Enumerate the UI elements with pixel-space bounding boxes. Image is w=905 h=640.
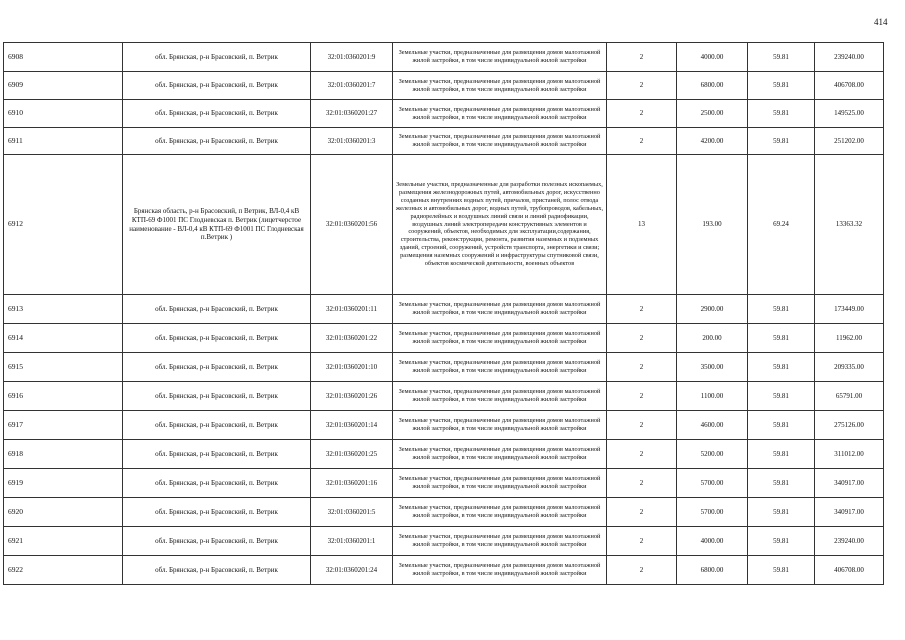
area-cell: 4000.00	[677, 527, 748, 556]
address-cell: обл. Брянская, р-н Брасовский, п. Ветрик	[123, 411, 311, 440]
address-cell: обл. Брянская, р-н Брасовский, п. Ветрик	[123, 382, 311, 411]
group-number-cell: 2	[607, 324, 677, 353]
cadastral-number-cell: 32:01:0360201:27	[311, 100, 393, 128]
row-number-cell: 6919	[4, 469, 123, 498]
table-row	[4, 324, 884, 353]
cadastral-number-cell: 32:01:0360201:9	[311, 43, 393, 72]
table-row	[4, 411, 884, 440]
group-number-cell: 2	[607, 440, 677, 469]
address-cell: обл. Брянская, р-н Брасовский, п. Ветрик	[123, 324, 311, 353]
table-row	[4, 43, 884, 72]
address-cell: обл. Брянская, р-н Брасовский, п. Ветрик	[123, 295, 311, 324]
cadastral-value-cell: 65791.00	[815, 382, 884, 411]
table-row	[4, 556, 884, 585]
land-use-purpose-cell: Земельные участки, предназначенные для размещения домов малоэтажной жилой застройки, в том числе индивидуальной жилой застройки	[393, 353, 607, 382]
group-number-cell: 2	[607, 469, 677, 498]
cadastral-number-cell: 32:01:0360201:14	[311, 411, 393, 440]
group-number-cell: 2	[607, 43, 677, 72]
specific-value-cell: 59.81	[748, 411, 815, 440]
table-row	[4, 72, 884, 100]
specific-value-cell: 59.81	[748, 72, 815, 100]
specific-value-cell: 69.24	[748, 155, 815, 295]
specific-value-cell: 59.81	[748, 382, 815, 411]
specific-value-cell: 59.81	[748, 43, 815, 72]
address-cell: обл. Брянская, р-н Брасовский, п. Ветрик	[123, 72, 311, 100]
land-use-purpose-cell: Земельные участки, предназначенные для размещения домов малоэтажной жилой застройки, в том числе индивидуальной жилой застройки	[393, 43, 607, 72]
area-cell: 4600.00	[677, 411, 748, 440]
table-row	[4, 100, 884, 128]
cadastral-number-cell: 32:01:0360201:16	[311, 469, 393, 498]
cadastral-number-cell: 32:01:0360201:10	[311, 353, 393, 382]
group-number-cell: 2	[607, 295, 677, 324]
cadastral-number-cell: 32:01:0360201:3	[311, 128, 393, 155]
group-number-cell: 2	[607, 100, 677, 128]
area-cell: 4200.00	[677, 128, 748, 155]
land-use-purpose-cell: Земельные участки, предназначенные для размещения домов малоэтажной жилой застройки, в том числе индивидуальной жилой застройки	[393, 382, 607, 411]
area-cell: 200.00	[677, 324, 748, 353]
area-cell: 5700.00	[677, 498, 748, 527]
cadastral-number-cell: 32:01:0360201:7	[311, 72, 393, 100]
address-cell: обл. Брянская, р-н Брасовский, п. Ветрик	[123, 556, 311, 585]
cadastral-value-cell: 406708.00	[815, 556, 884, 585]
cadastral-number-cell: 32:01:0360201:5	[311, 498, 393, 527]
group-number-cell: 2	[607, 128, 677, 155]
area-cell: 6800.00	[677, 556, 748, 585]
specific-value-cell: 59.81	[748, 100, 815, 128]
cadastral-value-cell: 149525.00	[815, 100, 884, 128]
specific-value-cell: 59.81	[748, 128, 815, 155]
land-use-purpose-cell: Земельные участки, предназначенные для размещения домов малоэтажной жилой застройки, в том числе индивидуальной жилой застройки	[393, 469, 607, 498]
cadastral-value-cell: 173449.00	[815, 295, 884, 324]
specific-value-cell: 59.81	[748, 295, 815, 324]
area-cell: 2900.00	[677, 295, 748, 324]
cadastral-value-cell: 239240.00	[815, 43, 884, 72]
cadastral-number-cell: 32:01:0360201:1	[311, 527, 393, 556]
land-use-purpose-cell: Земельные участки, предназначенные для размещения домов малоэтажной жилой застройки, в том числе индивидуальной жилой застройки	[393, 72, 607, 100]
address-cell: обл. Брянская, р-н Брасовский, п. Ветрик	[123, 469, 311, 498]
table-row	[4, 469, 884, 498]
group-number-cell: 2	[607, 382, 677, 411]
table-row	[4, 498, 884, 527]
row-number-cell: 6909	[4, 72, 123, 100]
land-use-purpose-cell: Земельные участки, предназначенные для размещения домов малоэтажной жилой застройки, в том числе индивидуальной жилой застройки	[393, 556, 607, 585]
land-use-purpose-cell: Земельные участки, предназначенные для размещения домов малоэтажной жилой застройки, в том числе индивидуальной жилой застройки	[393, 527, 607, 556]
address-cell: обл. Брянская, р-н Брасовский, п. Ветрик	[123, 43, 311, 72]
row-number-cell: 6917	[4, 411, 123, 440]
area-cell: 4000.00	[677, 43, 748, 72]
cadastral-number-cell: 32:01:0360201:56	[311, 155, 393, 295]
cadastral-value-cell: 311012.00	[815, 440, 884, 469]
cadastral-value-cell: 251202.00	[815, 128, 884, 155]
table-row	[4, 128, 884, 155]
cadastral-number-cell: 32:01:0360201:22	[311, 324, 393, 353]
address-cell: обл. Брянская, р-н Брасовский, п. Ветрик	[123, 128, 311, 155]
cadastral-value-cell: 340917.00	[815, 469, 884, 498]
land-registry-table	[3, 42, 884, 585]
cadastral-value-cell: 406708.00	[815, 72, 884, 100]
page-number: 414	[874, 17, 888, 27]
area-cell: 5700.00	[677, 469, 748, 498]
row-number-cell: 6911	[4, 128, 123, 155]
address-cell: Брянская область, р-н Брасовский, п Ветрик, ВЛ-0,4 кВ КТП-69 Ф1001 ПС Глодневская п. Ветрик (лицетчерстое наименование - ВЛ-0,4 кВ КТП-69 Ф1001 ПС Глодневская п.Ветрик )	[123, 155, 311, 295]
group-number-cell: 2	[607, 498, 677, 527]
cadastral-number-cell: 32:01:0360201:11	[311, 295, 393, 324]
area-cell: 5200.00	[677, 440, 748, 469]
address-cell: обл. Брянская, р-н Брасовский, п. Ветрик	[123, 527, 311, 556]
address-cell: обл. Брянская, р-н Брасовский, п. Ветрик	[123, 353, 311, 382]
row-number-cell: 6913	[4, 295, 123, 324]
row-number-cell: 6916	[4, 382, 123, 411]
group-number-cell: 13	[607, 155, 677, 295]
table-body	[4, 43, 884, 585]
cadastral-number-cell: 32:01:0360201:24	[311, 556, 393, 585]
specific-value-cell: 59.81	[748, 556, 815, 585]
area-cell: 1100.00	[677, 382, 748, 411]
address-cell: обл. Брянская, р-н Брасовский, п. Ветрик	[123, 100, 311, 128]
table-row	[4, 295, 884, 324]
table-row	[4, 440, 884, 469]
row-number-cell: 6921	[4, 527, 123, 556]
land-use-purpose-cell: Земельные участки, предназначенные для размещения домов малоэтажной жилой застройки, в том числе индивидуальной жилой застройки	[393, 324, 607, 353]
land-use-purpose-cell: Земельные участки, предназначенные для разработки полезных ископаемых, размещения железнодорожных путей, автомобильных дорог, искусственно созданных внутренних водных путей, причалов, пристаней, полос отвода железных и автомобильных дорог, водных путей, трубопроводов, кабельных, радиорелейных и воздушных линий связи и линий радиофикации, воздушных линий электропередачи конструктивных элементов и сооружений, объектов, необходимых для эксплуатации,содержания, строительства, реконструкции, ремонта, развития наземных и подземных зданий, строений, сооружений, устройств транспорта, энергетики и связи; размещения наземных сооружений и инфраструктуры спутниковой связи, объектов космической деятельности, военных объектов	[393, 155, 607, 295]
specific-value-cell: 59.81	[748, 498, 815, 527]
cadastral-value-cell: 13363.32	[815, 155, 884, 295]
cadastral-value-cell: 275126.00	[815, 411, 884, 440]
group-number-cell: 2	[607, 353, 677, 382]
area-cell: 6800.00	[677, 72, 748, 100]
land-use-purpose-cell: Земельные участки, предназначенные для размещения домов малоэтажной жилой застройки, в том числе индивидуальной жилой застройки	[393, 440, 607, 469]
land-use-purpose-cell: Земельные участки, предназначенные для размещения домов малоэтажной жилой застройки, в том числе индивидуальной жилой застройки	[393, 100, 607, 128]
specific-value-cell: 59.81	[748, 353, 815, 382]
group-number-cell: 2	[607, 527, 677, 556]
table-row	[4, 382, 884, 411]
row-number-cell: 6920	[4, 498, 123, 527]
row-number-cell: 6908	[4, 43, 123, 72]
address-cell: обл. Брянская, р-н Брасовский, п. Ветрик	[123, 440, 311, 469]
row-number-cell: 6915	[4, 353, 123, 382]
specific-value-cell: 59.81	[748, 324, 815, 353]
area-cell: 2500.00	[677, 100, 748, 128]
land-use-purpose-cell: Земельные участки, предназначенные для размещения домов малоэтажной жилой застройки, в том числе индивидуальной жилой застройки	[393, 498, 607, 527]
group-number-cell: 2	[607, 556, 677, 585]
table-row	[4, 527, 884, 556]
land-use-purpose-cell: Земельные участки, предназначенные для размещения домов малоэтажной жилой застройки, в том числе индивидуальной жилой застройки	[393, 411, 607, 440]
table-row	[4, 353, 884, 382]
specific-value-cell: 59.81	[748, 440, 815, 469]
row-number-cell: 6914	[4, 324, 123, 353]
specific-value-cell: 59.81	[748, 527, 815, 556]
cadastral-number-cell: 32:01:0360201:26	[311, 382, 393, 411]
cadastral-value-cell: 209335.00	[815, 353, 884, 382]
land-use-purpose-cell: Земельные участки, предназначенные для размещения домов малоэтажной жилой застройки, в том числе индивидуальной жилой застройки	[393, 128, 607, 155]
cadastral-number-cell: 32:01:0360201:25	[311, 440, 393, 469]
row-number-cell: 6912	[4, 155, 123, 295]
group-number-cell: 2	[607, 411, 677, 440]
row-number-cell: 6918	[4, 440, 123, 469]
area-cell: 3500.00	[677, 353, 748, 382]
cadastral-value-cell: 340917.00	[815, 498, 884, 527]
cadastral-value-cell: 11962.00	[815, 324, 884, 353]
address-cell: обл. Брянская, р-н Брасовский, п. Ветрик	[123, 498, 311, 527]
row-number-cell: 6910	[4, 100, 123, 128]
specific-value-cell: 59.81	[748, 469, 815, 498]
cadastral-value-cell: 239240.00	[815, 527, 884, 556]
area-cell: 193.00	[677, 155, 748, 295]
table-row	[4, 155, 884, 295]
row-number-cell: 6922	[4, 556, 123, 585]
group-number-cell: 2	[607, 72, 677, 100]
land-use-purpose-cell: Земельные участки, предназначенные для размещения домов малоэтажной жилой застройки, в том числе индивидуальной жилой застройки	[393, 295, 607, 324]
